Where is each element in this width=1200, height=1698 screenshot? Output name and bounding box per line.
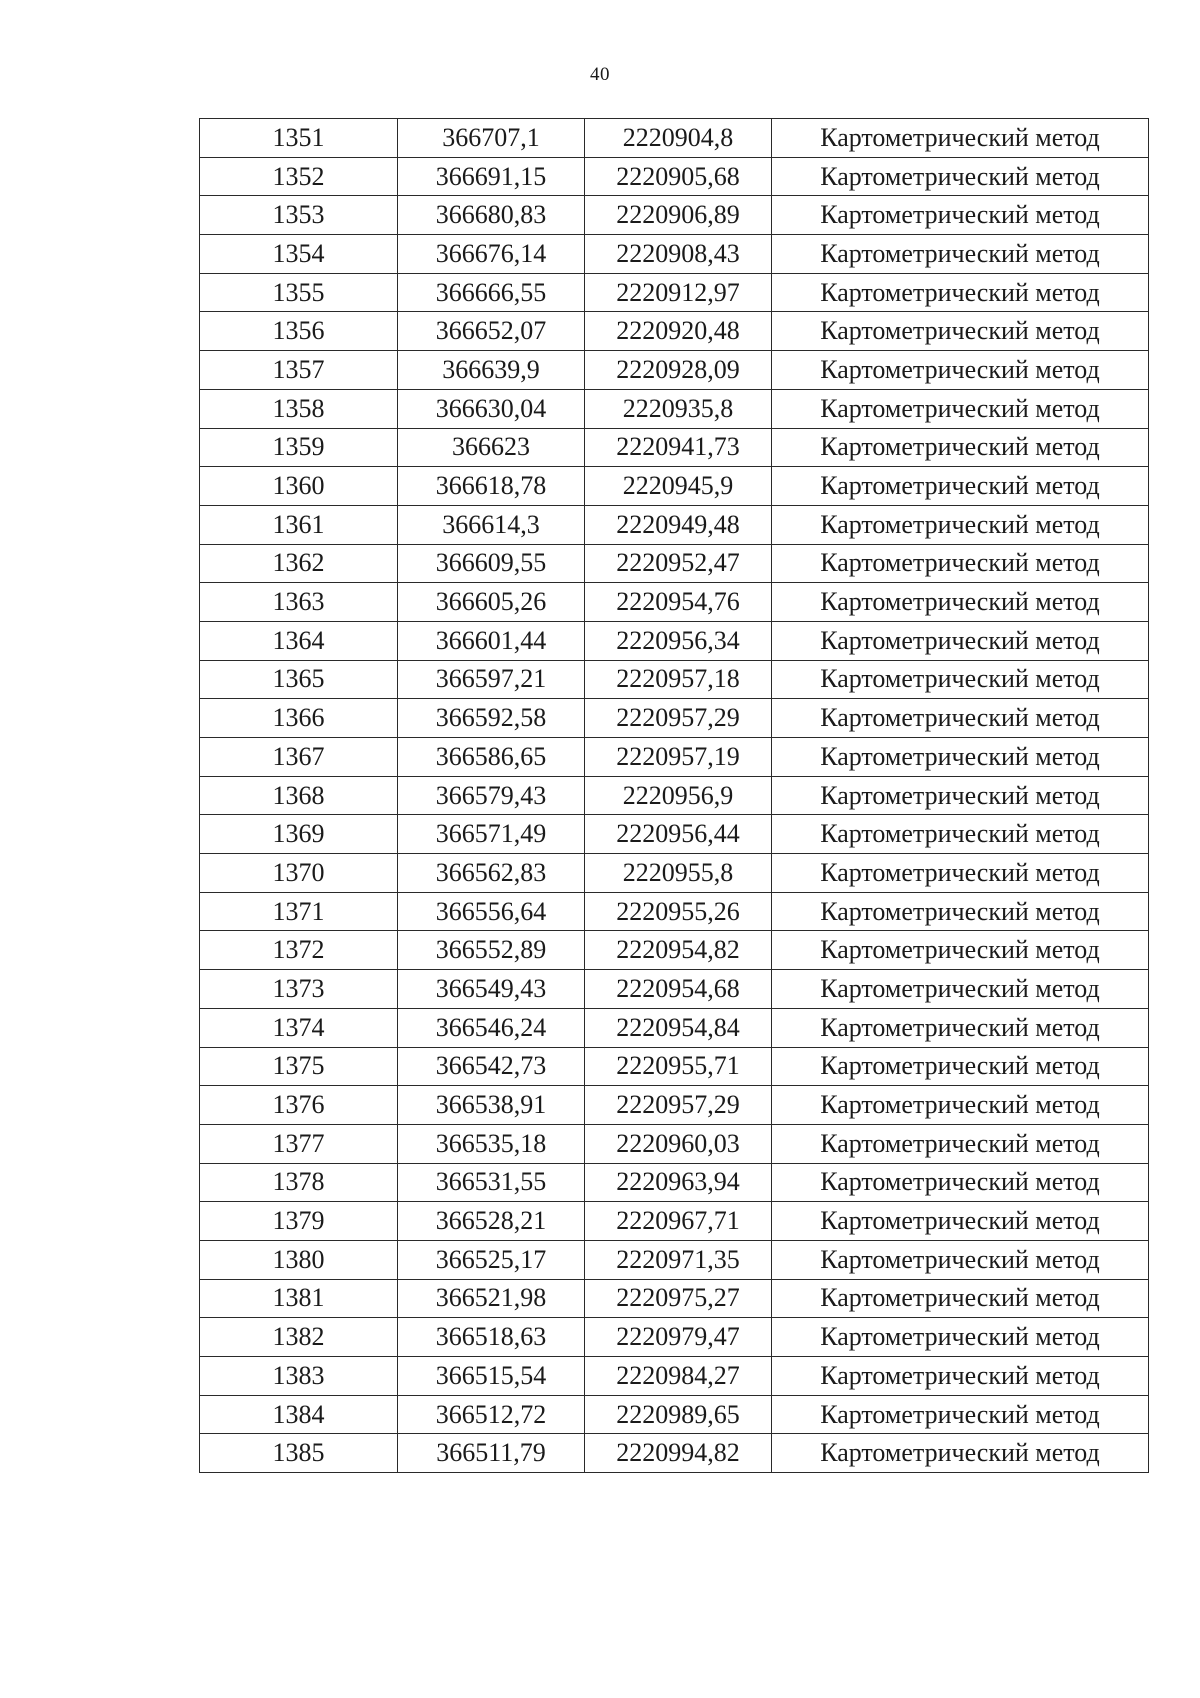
point-number-cell: 1375 — [200, 1047, 398, 1086]
point-number-cell: 1372 — [200, 931, 398, 970]
x-coordinate-cell: 366535,18 — [398, 1124, 585, 1163]
point-number-cell: 1380 — [200, 1240, 398, 1279]
table-row — [200, 1240, 1149, 1279]
y-coordinate-cell: 2220955,8 — [585, 854, 772, 893]
table-row — [200, 583, 1149, 622]
point-number-cell: 1355 — [200, 273, 398, 312]
point-number-cell: 1360 — [200, 467, 398, 506]
page-number: 40 — [590, 64, 610, 85]
table-row — [200, 776, 1149, 815]
y-coordinate-cell: 2220979,47 — [585, 1318, 772, 1357]
x-coordinate-cell: 366614,3 — [398, 505, 585, 544]
table-row — [200, 699, 1149, 738]
method-cell: Картометрический метод — [772, 312, 1149, 351]
point-number-cell: 1353 — [200, 196, 398, 235]
method-cell: Картометрический метод — [772, 505, 1149, 544]
y-coordinate-cell: 2220956,9 — [585, 776, 772, 815]
method-cell: Картометрический метод — [772, 1395, 1149, 1434]
point-number-cell: 1374 — [200, 1008, 398, 1047]
x-coordinate-cell: 366618,78 — [398, 467, 585, 506]
method-cell: Картометрический метод — [772, 583, 1149, 622]
x-coordinate-cell: 366666,55 — [398, 273, 585, 312]
table-row — [200, 1202, 1149, 1241]
method-cell: Картометрический метод — [772, 235, 1149, 274]
table-row — [200, 196, 1149, 235]
x-coordinate-cell: 366511,79 — [398, 1434, 585, 1473]
point-number-cell: 1384 — [200, 1395, 398, 1434]
x-coordinate-cell: 366528,21 — [398, 1202, 585, 1241]
y-coordinate-cell: 2220971,35 — [585, 1240, 772, 1279]
point-number-cell: 1379 — [200, 1202, 398, 1241]
table-row — [200, 1124, 1149, 1163]
table-row — [200, 1008, 1149, 1047]
method-cell: Картометрический метод — [772, 1279, 1149, 1318]
method-cell: Картометрический метод — [772, 1434, 1149, 1473]
y-coordinate-cell: 2220984,27 — [585, 1357, 772, 1396]
table-row — [200, 621, 1149, 660]
y-coordinate-cell: 2220975,27 — [585, 1279, 772, 1318]
table-row — [200, 505, 1149, 544]
table-row — [200, 970, 1149, 1009]
method-cell: Картометрический метод — [772, 389, 1149, 428]
method-cell: Картометрический метод — [772, 776, 1149, 815]
point-number-cell: 1376 — [200, 1086, 398, 1125]
point-number-cell: 1385 — [200, 1434, 398, 1473]
point-number-cell: 1362 — [200, 544, 398, 583]
method-cell: Картометрический метод — [772, 699, 1149, 738]
method-cell: Картометрический метод — [772, 1318, 1149, 1357]
x-coordinate-cell: 366531,55 — [398, 1163, 585, 1202]
method-cell: Картометрический метод — [772, 1047, 1149, 1086]
x-coordinate-cell: 366601,44 — [398, 621, 585, 660]
x-coordinate-cell: 366546,24 — [398, 1008, 585, 1047]
y-coordinate-cell: 2220963,94 — [585, 1163, 772, 1202]
y-coordinate-cell: 2220957,29 — [585, 699, 772, 738]
y-coordinate-cell: 2220957,29 — [585, 1086, 772, 1125]
y-coordinate-cell: 2220906,89 — [585, 196, 772, 235]
table-row — [200, 235, 1149, 274]
table-row — [200, 815, 1149, 854]
table-row — [200, 1434, 1149, 1473]
table-row — [200, 1047, 1149, 1086]
method-cell: Картометрический метод — [772, 467, 1149, 506]
x-coordinate-cell: 366605,26 — [398, 583, 585, 622]
method-cell: Картометрический метод — [772, 544, 1149, 583]
x-coordinate-cell: 366652,07 — [398, 312, 585, 351]
x-coordinate-cell: 366571,49 — [398, 815, 585, 854]
x-coordinate-cell: 366609,55 — [398, 544, 585, 583]
x-coordinate-cell: 366549,43 — [398, 970, 585, 1009]
x-coordinate-cell: 366639,9 — [398, 351, 585, 390]
method-cell: Картометрический метод — [772, 931, 1149, 970]
x-coordinate-cell: 366597,21 — [398, 660, 585, 699]
x-coordinate-cell: 366707,1 — [398, 119, 585, 158]
x-coordinate-cell: 366623 — [398, 428, 585, 467]
x-coordinate-cell: 366525,17 — [398, 1240, 585, 1279]
y-coordinate-cell: 2220908,43 — [585, 235, 772, 274]
method-cell: Картометрический метод — [772, 196, 1149, 235]
point-number-cell: 1364 — [200, 621, 398, 660]
x-coordinate-cell: 366518,63 — [398, 1318, 585, 1357]
y-coordinate-cell: 2220954,76 — [585, 583, 772, 622]
method-cell: Картометрический метод — [772, 1124, 1149, 1163]
method-cell: Картометрический метод — [772, 660, 1149, 699]
table-row — [200, 389, 1149, 428]
y-coordinate-cell: 2220912,97 — [585, 273, 772, 312]
y-coordinate-cell: 2220960,03 — [585, 1124, 772, 1163]
x-coordinate-cell: 366538,91 — [398, 1086, 585, 1125]
x-coordinate-cell: 366691,15 — [398, 157, 585, 196]
method-cell: Картометрический метод — [772, 854, 1149, 893]
table-row — [200, 119, 1149, 158]
point-number-cell: 1359 — [200, 428, 398, 467]
point-number-cell: 1361 — [200, 505, 398, 544]
y-coordinate-cell: 2220957,18 — [585, 660, 772, 699]
y-coordinate-cell: 2220905,68 — [585, 157, 772, 196]
point-number-cell: 1352 — [200, 157, 398, 196]
point-number-cell: 1368 — [200, 776, 398, 815]
table-row — [200, 312, 1149, 351]
table-row — [200, 351, 1149, 390]
point-number-cell: 1377 — [200, 1124, 398, 1163]
point-number-cell: 1371 — [200, 892, 398, 931]
y-coordinate-cell: 2220956,34 — [585, 621, 772, 660]
y-coordinate-cell: 2220954,82 — [585, 931, 772, 970]
point-number-cell: 1369 — [200, 815, 398, 854]
method-cell: Картометрический метод — [772, 273, 1149, 312]
point-number-cell: 1383 — [200, 1357, 398, 1396]
y-coordinate-cell: 2220994,82 — [585, 1434, 772, 1473]
y-coordinate-cell: 2220920,48 — [585, 312, 772, 351]
x-coordinate-cell: 366552,89 — [398, 931, 585, 970]
coordinates-table — [199, 118, 1149, 1473]
table-row — [200, 1357, 1149, 1396]
y-coordinate-cell: 2220954,68 — [585, 970, 772, 1009]
point-number-cell: 1357 — [200, 351, 398, 390]
x-coordinate-cell: 366562,83 — [398, 854, 585, 893]
y-coordinate-cell: 2220952,47 — [585, 544, 772, 583]
x-coordinate-cell: 366521,98 — [398, 1279, 585, 1318]
y-coordinate-cell: 2220935,8 — [585, 389, 772, 428]
y-coordinate-cell: 2220904,8 — [585, 119, 772, 158]
table-row — [200, 854, 1149, 893]
point-number-cell: 1367 — [200, 738, 398, 777]
y-coordinate-cell: 2220954,84 — [585, 1008, 772, 1047]
method-cell: Картометрический метод — [772, 157, 1149, 196]
table-row — [200, 931, 1149, 970]
point-number-cell: 1356 — [200, 312, 398, 351]
table-row — [200, 1318, 1149, 1357]
table-row — [200, 467, 1149, 506]
x-coordinate-cell: 366592,58 — [398, 699, 585, 738]
x-coordinate-cell: 366512,72 — [398, 1395, 585, 1434]
point-number-cell: 1381 — [200, 1279, 398, 1318]
table-row — [200, 892, 1149, 931]
y-coordinate-cell: 2220941,73 — [585, 428, 772, 467]
table-row — [200, 273, 1149, 312]
y-coordinate-cell: 2220955,26 — [585, 892, 772, 931]
x-coordinate-cell: 366680,83 — [398, 196, 585, 235]
point-number-cell: 1370 — [200, 854, 398, 893]
point-number-cell: 1373 — [200, 970, 398, 1009]
point-number-cell: 1351 — [200, 119, 398, 158]
method-cell: Картометрический метод — [772, 1163, 1149, 1202]
table-row — [200, 738, 1149, 777]
method-cell: Картометрический метод — [772, 621, 1149, 660]
y-coordinate-cell: 2220967,71 — [585, 1202, 772, 1241]
y-coordinate-cell: 2220945,9 — [585, 467, 772, 506]
table-row — [200, 1395, 1149, 1434]
point-number-cell: 1378 — [200, 1163, 398, 1202]
method-cell: Картометрический метод — [772, 738, 1149, 777]
y-coordinate-cell: 2220957,19 — [585, 738, 772, 777]
table-row — [200, 660, 1149, 699]
x-coordinate-cell: 366515,54 — [398, 1357, 585, 1396]
point-number-cell: 1354 — [200, 235, 398, 274]
method-cell: Картометрический метод — [772, 119, 1149, 158]
y-coordinate-cell: 2220956,44 — [585, 815, 772, 854]
table-row — [200, 1279, 1149, 1318]
x-coordinate-cell: 366579,43 — [398, 776, 585, 815]
point-number-cell: 1363 — [200, 583, 398, 622]
table-row — [200, 1086, 1149, 1125]
point-number-cell: 1358 — [200, 389, 398, 428]
method-cell: Картометрический метод — [772, 428, 1149, 467]
table-row — [200, 157, 1149, 196]
method-cell: Картометрический метод — [772, 1240, 1149, 1279]
point-number-cell: 1366 — [200, 699, 398, 738]
coordinates-table-body — [200, 119, 1149, 1473]
x-coordinate-cell: 366586,65 — [398, 738, 585, 777]
point-number-cell: 1365 — [200, 660, 398, 699]
method-cell: Картометрический метод — [772, 1202, 1149, 1241]
y-coordinate-cell: 2220989,65 — [585, 1395, 772, 1434]
y-coordinate-cell: 2220955,71 — [585, 1047, 772, 1086]
method-cell: Картометрический метод — [772, 1008, 1149, 1047]
method-cell: Картометрический метод — [772, 970, 1149, 1009]
method-cell: Картометрический метод — [772, 351, 1149, 390]
point-number-cell: 1382 — [200, 1318, 398, 1357]
method-cell: Картометрический метод — [772, 892, 1149, 931]
x-coordinate-cell: 366542,73 — [398, 1047, 585, 1086]
x-coordinate-cell: 366556,64 — [398, 892, 585, 931]
y-coordinate-cell: 2220949,48 — [585, 505, 772, 544]
method-cell: Картометрический метод — [772, 1086, 1149, 1125]
y-coordinate-cell: 2220928,09 — [585, 351, 772, 390]
x-coordinate-cell: 366676,14 — [398, 235, 585, 274]
method-cell: Картометрический метод — [772, 815, 1149, 854]
x-coordinate-cell: 366630,04 — [398, 389, 585, 428]
table-row — [200, 1163, 1149, 1202]
table-row — [200, 544, 1149, 583]
table-row — [200, 428, 1149, 467]
method-cell: Картометрический метод — [772, 1357, 1149, 1396]
